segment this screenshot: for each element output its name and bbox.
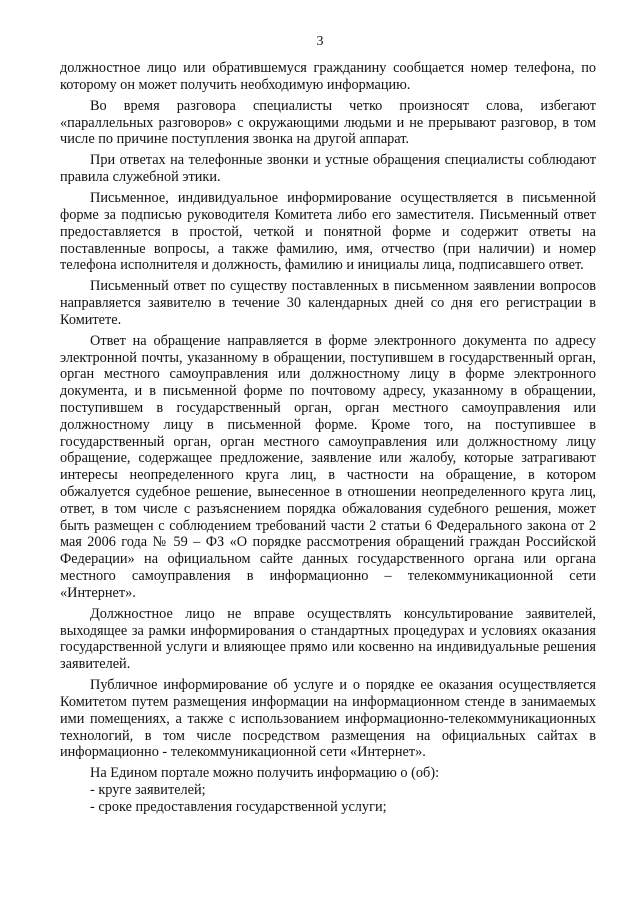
paragraph: Письменный ответ по существу поставленных в письменном заявлении вопросов направляется заявителю в течение 30 календарных дней со дня его регистрации в Комитете. — [60, 278, 596, 328]
paragraph: Должностное лицо не вправе осуществлять консультирование заявителей, выходящее за рамки информирования о стандартных процедурах и условиях оказания государственной услуги и влияющее прямо или косвенно на индивидуальные решения заявителей. — [60, 605, 596, 673]
paragraph: При ответах на телефонные звонки и устные обращения специалисты соблюдают правила служебной этики. — [60, 152, 596, 186]
page-number: 3 — [316, 34, 324, 49]
paragraph: Письменное, индивидуальное информирование осуществляется в письменной форме за подписью руководителя Комитета либо его заместителя. Письменный ответ предоставляется в простой, четкой и понятной форме и содержит ответы на поставленные вопросы, а также фамилию, имя, отчество (при наличии) и номер телефона исполнителя и должность, фамилию и инициалы лица, подписавшего ответ. — [60, 190, 596, 274]
list-intro: На Едином портале можно получить информацию о (об): — [90, 765, 440, 782]
paragraph: Публичное информирование об услуге и о порядке ее оказания осуществляется Комитетом путем размещения информации на информационном стенде в занимаемых ими помещениях, а также с использованием информационно-телекоммуникационных технологий, в том числе посредством размещения на официальных сайтах в информационно - телекоммуникационной сети «Интернет». — [60, 677, 596, 761]
list-item: - сроке предоставления государственной услуги; — [90, 798, 387, 815]
paragraph: Во время разговора специалисты четко произносят слова, избегают «параллельных разговоров» с окружающими людьми и не прерывают разговор, в том числе по причине поступления звонка на другой аппарат. — [60, 97, 596, 148]
paragraph: Ответ на обращение направляется в форме электронного документа по адресу электронной почты, указанному в обращении, поступившем в государственный орган, орган местного самоуправления или должностному лицу в форме электронного документа, и в письменной форме по почтовому адресу, указанному в обращении, поступившем в государственный орган, орган местного самоуправления или должностному лицу в письменной форме. Кроме того, на поступившее в государственный орган, орган местного самоуправления или должностному лицу обращение, содержащее предложение, заявление или жалобу, которые затрагивают интересы неопределенного круга лиц, в частности на обращение, в котором обжалуется судебное решение, вынесенное в отношении неопределенного круга лиц, ответ, в том числе с разъяснением порядка обжалования судебного решения, может быть размещен с соблюдением требований части 2 статьи 6 Федерального закона от 2 мая 2006 года № 59 – ФЗ «О порядке рассмотрения обращений граждан Российской Федерации» на официальном сайте данных государственного органа или органа местного самоуправления в информационно – телекоммуникационной сети «Интернет». — [60, 332, 596, 601]
document-body — [60, 60, 596, 816]
paragraph: должностное лицо или обратившемуся гражданину сообщается номер телефона, по которому он может получить необходимую информацию. — [60, 60, 596, 93]
list-item: - круге заявителей; — [90, 782, 206, 799]
